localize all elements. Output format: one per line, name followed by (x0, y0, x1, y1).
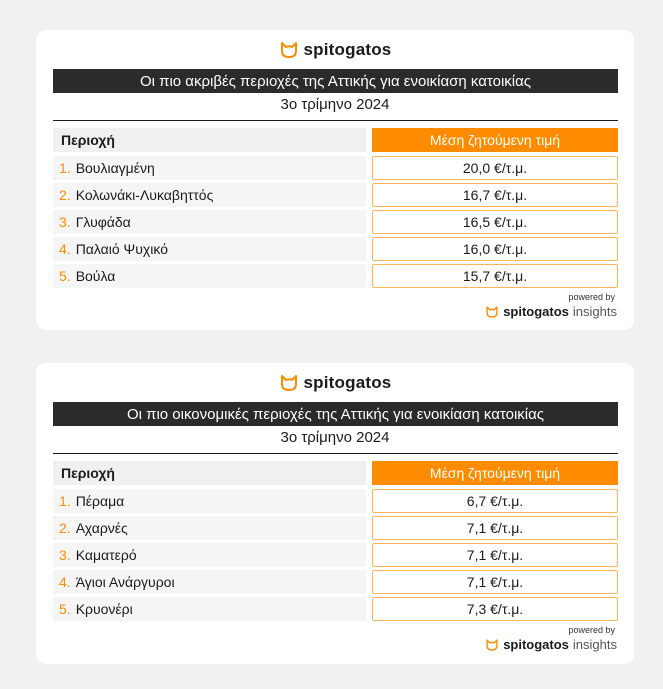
table-row (53, 543, 618, 567)
rank: 1. (59, 160, 71, 176)
area-name: Καματερό (75, 547, 137, 563)
spitogatos-insights-logo (485, 637, 617, 652)
powered-by-label: powered by (568, 292, 615, 302)
cat-logo-icon (279, 40, 299, 60)
table-body (53, 489, 618, 624)
most-affordable-areas-card (36, 363, 634, 664)
brand-name: spitogatos (303, 40, 392, 59)
table-header (53, 128, 618, 152)
powered-brand-suffix: insights (572, 304, 617, 319)
area-cell (53, 264, 366, 288)
rank: 5. (59, 268, 71, 284)
area-cell (53, 183, 366, 207)
powered-brand-suffix: insights (572, 637, 617, 652)
rank: 1. (59, 493, 71, 509)
table-row (53, 570, 618, 594)
rank: 4. (59, 574, 71, 590)
cat-logo-icon (485, 305, 499, 319)
table-row (53, 264, 618, 288)
table-row (53, 210, 618, 234)
spitogatos-insights-logo (485, 304, 617, 319)
area-cell (53, 516, 366, 540)
table-row (53, 597, 618, 621)
divider (53, 120, 618, 121)
table-body (53, 156, 618, 291)
table-row (53, 237, 618, 261)
area-name: Βουλιαγμένη (75, 160, 155, 176)
area-cell (53, 570, 366, 594)
table-row (53, 516, 618, 540)
table-row (53, 489, 618, 513)
area-name: Κρυονέρι (75, 601, 133, 617)
powered-brand-name: spitogatos (503, 637, 569, 652)
area-name: Άγιοι Ανάργυροι (75, 574, 175, 590)
area-cell (53, 489, 366, 513)
area-cell (53, 210, 366, 234)
price-cell: 7,3 €/τ.μ. (372, 597, 618, 621)
rank: 4. (59, 241, 71, 257)
price-cell: 16,0 €/τ.μ. (372, 237, 618, 261)
table-row (53, 156, 618, 180)
cat-logo-icon (279, 373, 299, 393)
price-cell: 16,7 €/τ.μ. (372, 183, 618, 207)
most-expensive-areas-card (36, 30, 634, 330)
rank: 2. (59, 187, 71, 203)
table-title: Οι πιο οικονομικές περιοχές της Αττικής για ενοικίαση κατοικίας (53, 402, 618, 426)
price-cell: 7,1 €/τ.μ. (372, 570, 618, 594)
header-area: Περιοχή (53, 128, 366, 152)
spitogatos-logo (36, 373, 634, 393)
brand-name: spitogatos (303, 373, 392, 392)
powered-by-label: powered by (568, 625, 615, 635)
table-row (53, 183, 618, 207)
area-name: Πέραμα (75, 493, 125, 509)
price-cell: 6,7 €/τ.μ. (372, 489, 618, 513)
table-subtitle: 3ο τρίμηνο 2024 (280, 96, 390, 113)
area-name: Παλαιό Ψυχικό (75, 241, 168, 257)
table-title: Οι πιο ακριβές περιοχές της Αττικής για ενοικίαση κατοικίας (53, 69, 618, 93)
table-header (53, 461, 618, 485)
header-price: Μέση ζητούμενη τιμή (372, 461, 618, 485)
area-cell (53, 237, 366, 261)
price-cell: 16,5 €/τ.μ. (372, 210, 618, 234)
price-cell: 7,1 €/τ.μ. (372, 543, 618, 567)
area-cell (53, 597, 366, 621)
rank: 3. (59, 547, 71, 563)
area-name: Γλυφάδα (75, 214, 131, 230)
price-cell: 15,7 €/τ.μ. (372, 264, 618, 288)
rank: 3. (59, 214, 71, 230)
price-cell: 20,0 €/τ.μ. (372, 156, 618, 180)
header-price: Μέση ζητούμενη τιμή (372, 128, 618, 152)
powered-brand-name: spitogatos (503, 304, 569, 319)
area-name: Κολωνάκι-Λυκαβηττός (75, 187, 214, 203)
area-name: Αχαρνές (75, 520, 128, 536)
rank: 5. (59, 601, 71, 617)
price-cell: 7,1 €/τ.μ. (372, 516, 618, 540)
area-cell (53, 543, 366, 567)
table-subtitle: 3ο τρίμηνο 2024 (280, 429, 390, 446)
rank: 2. (59, 520, 71, 536)
cat-logo-icon (485, 638, 499, 652)
header-area: Περιοχή (53, 461, 366, 485)
area-cell (53, 156, 366, 180)
spitogatos-logo (36, 40, 634, 60)
area-name: Βούλα (75, 268, 116, 284)
divider (53, 453, 618, 454)
